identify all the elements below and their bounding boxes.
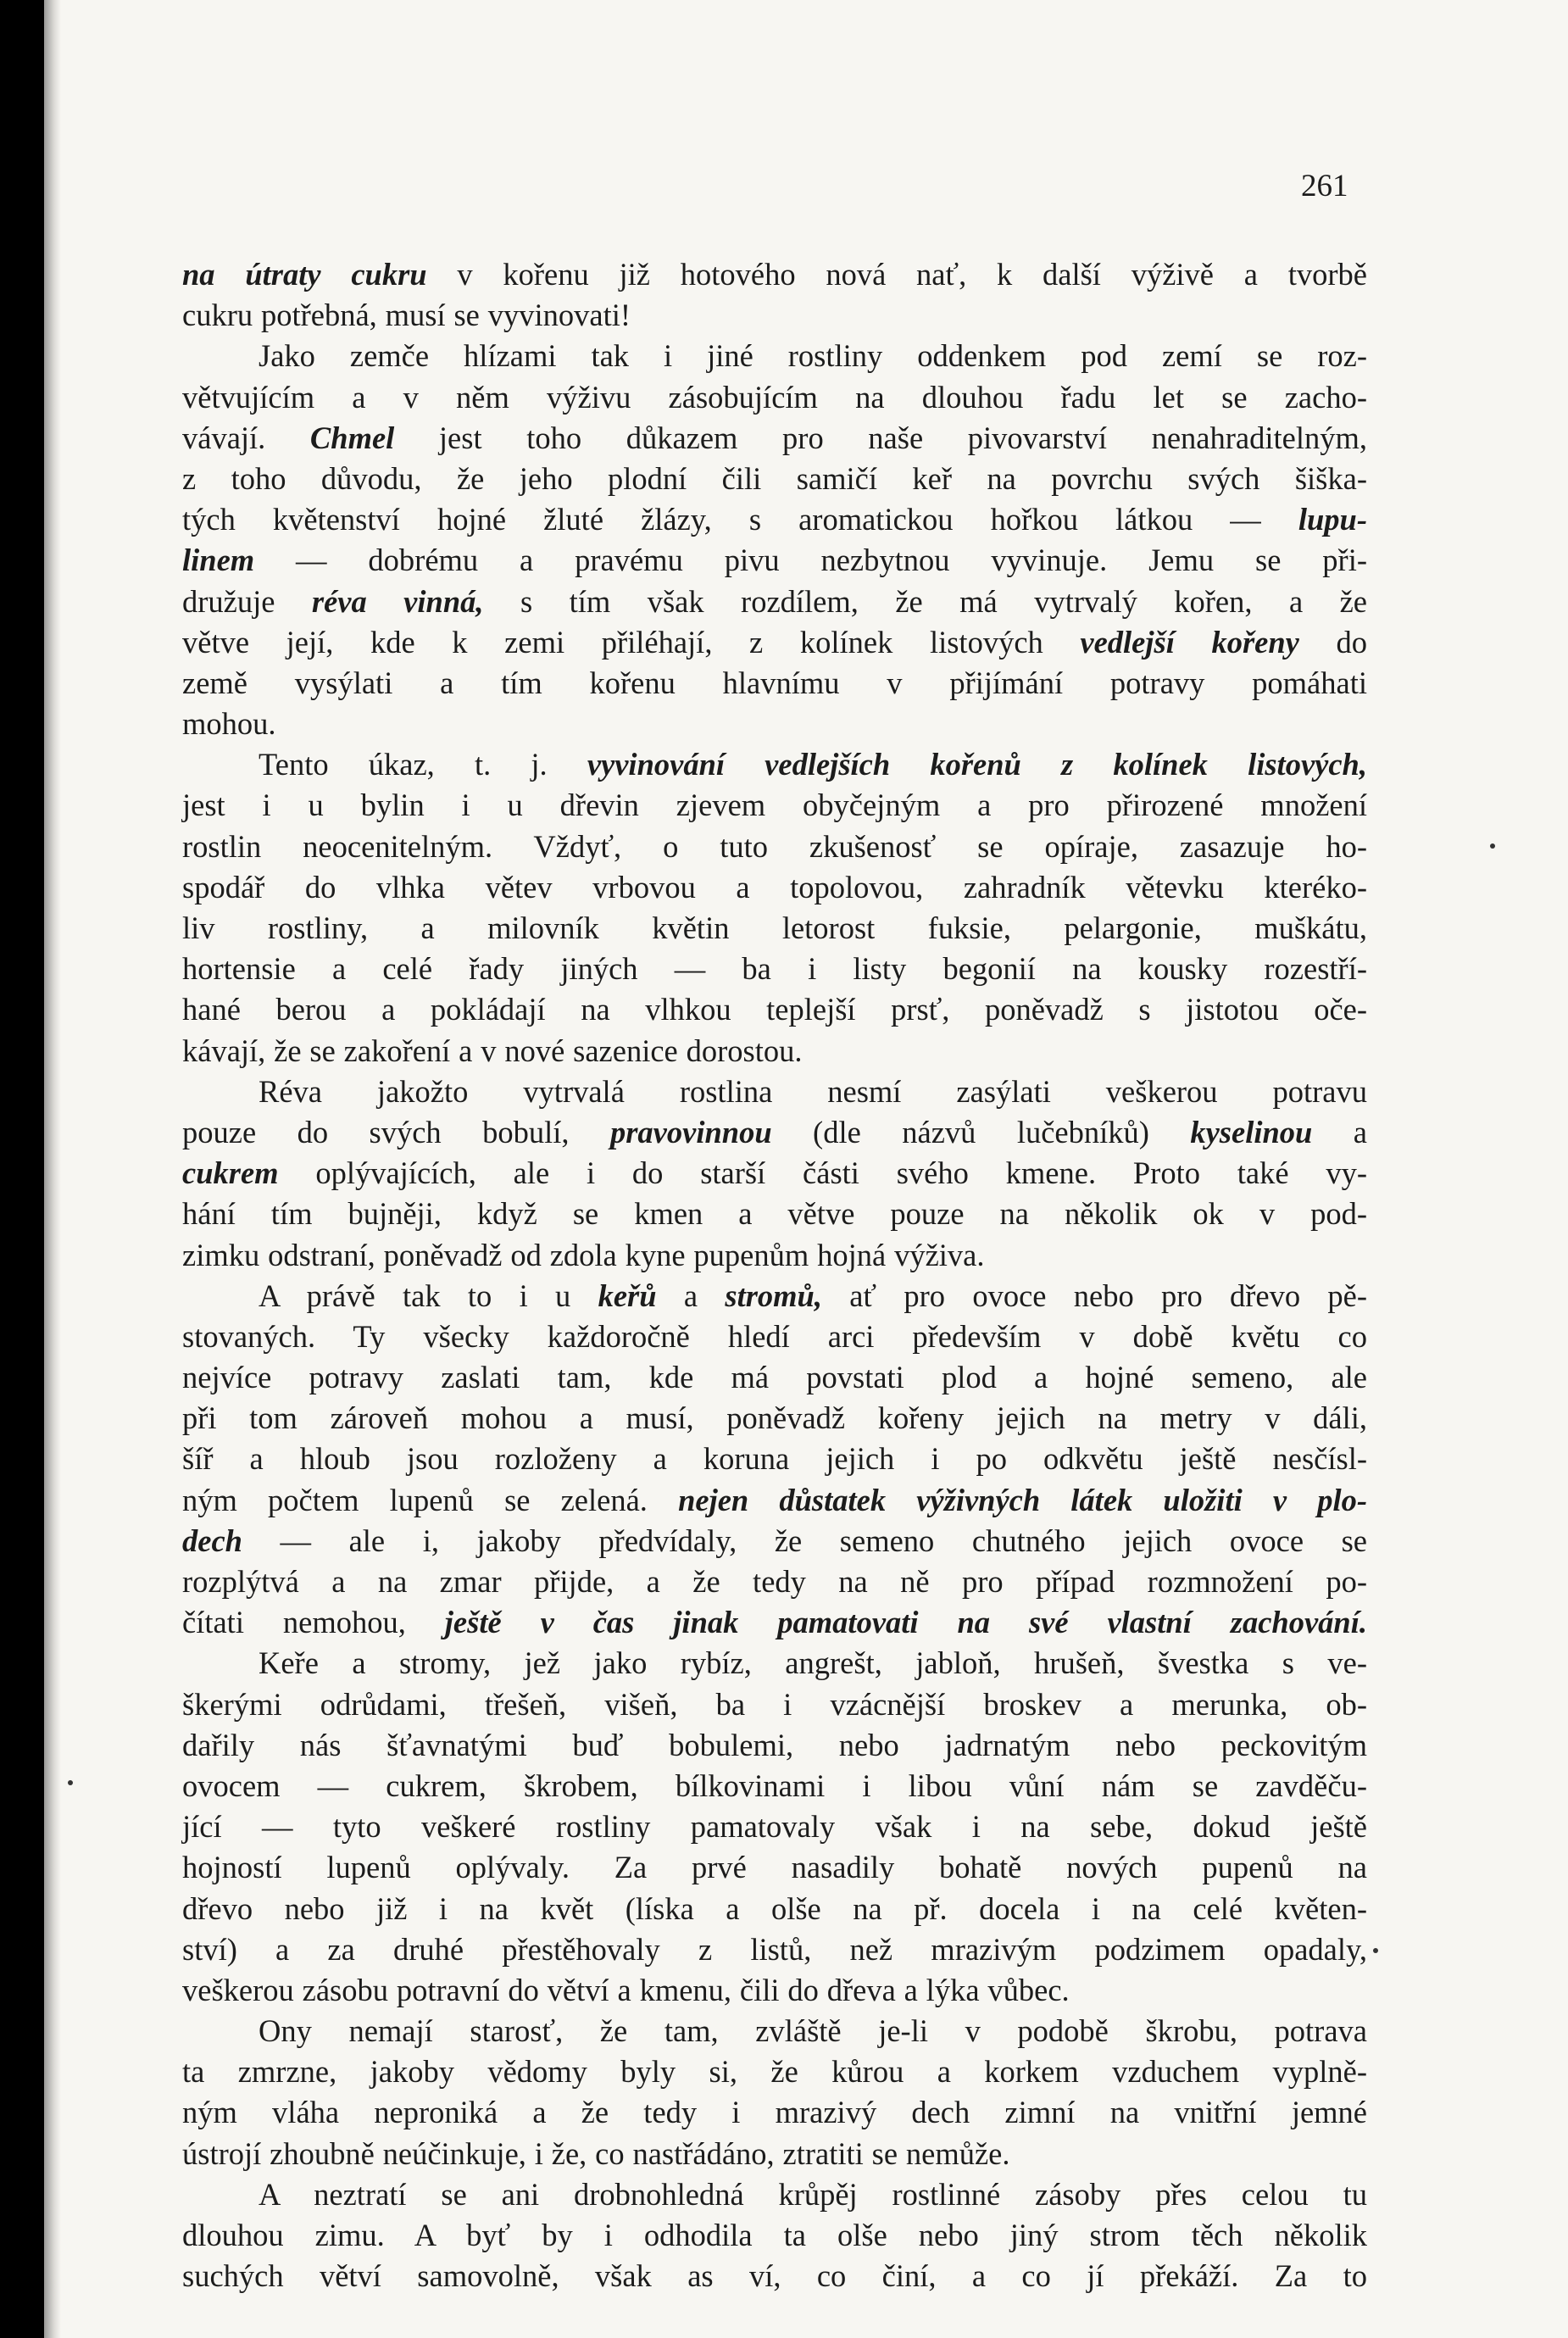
text-line (182, 1725, 1367, 1766)
text-line (182, 622, 1367, 663)
text-segment: z toho důvodu, že jeho plodní čili samičí keř na povrchu svých šiška- (182, 460, 1367, 496)
emphasized-text: lupu- (1298, 502, 1367, 537)
text-segment: (dle názvů lučebníků) (771, 1114, 1191, 1150)
text-segment: nejvíce potravy zaslati tam, kde má povstati plod a hojné semeno, ale (182, 1360, 1367, 1395)
text-segment: v kořenu již hotového nová nať, k další výživě a tvorbě (426, 257, 1367, 292)
text-line (182, 540, 1367, 581)
text-line (182, 2174, 1367, 2215)
text-segment: při tom zároveň mohou a musí, poněvadž kořeny jejich na metry v dáli, (182, 1400, 1367, 1436)
text-segment: ství) a za druhé přestěhovaly z listů, než mrazivým podzimem opadaly, (182, 1931, 1367, 1967)
margin-mark (68, 1780, 73, 1785)
text-line (182, 1317, 1367, 1357)
text-line (182, 1235, 1367, 1276)
text-line (182, 1889, 1367, 1929)
text-segment: rozplýtvá a na zmar přijde, a že tedy na ně pro případ rozmnožení po- (182, 1564, 1367, 1599)
text-segment: tých květenství hojné žluté žlázy, s aromatickou hořkou látkou — (182, 502, 1298, 537)
body-text (182, 254, 1367, 2296)
text-line (182, 949, 1367, 989)
text-line (182, 1153, 1367, 1194)
text-segment: čítati nemohou, (182, 1605, 445, 1640)
text-line (182, 1031, 1367, 1072)
text-segment: rostlin neocenitelným. Vždyť, o tuto zkušenosť se opíraje, zasazuje ho- (182, 828, 1367, 864)
text-segment: ným vláha neproniká a že tedy i mrazivý dech zimní na vnitřní jemné (182, 2095, 1367, 2130)
text-line (182, 1439, 1367, 1479)
text-segment: země vysýlati a tím kořenu hlavnímu v přijímání potravy pomáhati (182, 665, 1367, 700)
text-segment: škerými odrůdami, třešeň, višeň, ba i vzácnější broskev a merunka, ob- (182, 1686, 1367, 1722)
text-line (182, 2134, 1367, 2174)
text-segment: — dobrému a pravému pivu nezbytnou vyvinuje. Jemu se při- (254, 543, 1367, 578)
text-segment: cukru potřebná, musí se vyvinovati! (182, 298, 631, 333)
text-segment: Tento úkaz, t. j. (259, 747, 587, 782)
text-line (182, 1521, 1367, 1561)
text-line (182, 867, 1367, 908)
emphasized-text: vedlejší kořeny (1080, 624, 1299, 660)
text-line (182, 1970, 1367, 2011)
text-line (182, 908, 1367, 949)
text-segment: kávají, že se zakoření a v nové sazenice dorostou. (182, 1033, 803, 1068)
emphasized-text: dech (182, 1522, 242, 1558)
text-line (182, 2011, 1367, 2051)
text-segment: dařily nás šťavnatými buď bobulemi, nebo jadrnatým nebo peckovitým (182, 1727, 1367, 1762)
text-line (182, 1561, 1367, 1602)
text-line (182, 785, 1367, 826)
emphasized-text: keřů (598, 1278, 657, 1313)
text-line (182, 827, 1367, 867)
text-segment: dřevo nebo již i na květ (líska a olše na př. docela i na celé květen- (182, 1890, 1367, 1926)
text-segment: do (1298, 624, 1367, 660)
emphasized-text: pravovinnou (609, 1114, 772, 1150)
text-segment: spodář do vlhka větev vrbovou a topolovou, zahradník větevku kteréko- (182, 869, 1367, 905)
text-segment: a (1312, 1114, 1367, 1150)
text-line (182, 1643, 1367, 1684)
text-segment: ať pro ovoce nebo pro dřevo pě- (821, 1278, 1367, 1313)
text-line (182, 2215, 1367, 2256)
text-line (182, 2092, 1367, 2133)
text-line (182, 663, 1367, 704)
text-line (182, 254, 1367, 295)
text-line (182, 1072, 1367, 1112)
text-segment: větvujícím a v něm výživu zásobujícím na dlouhou řadu let se zacho- (182, 379, 1367, 415)
text-line (182, 1766, 1367, 1806)
emphasized-text: vyvinování vedlejších kořenů z kolínek listových, (587, 747, 1367, 782)
text-segment: s tím však rozdílem, že má vytrvalý kořen, a že (483, 583, 1367, 619)
emphasized-text: Chmel (309, 420, 395, 455)
text-line (182, 418, 1367, 459)
text-segment: oplývajících, ale i do starší části svého kmene. Proto také vy- (278, 1155, 1367, 1191)
text-line (182, 744, 1367, 785)
emphasized-text: kyselinou (1190, 1114, 1313, 1150)
text-segment: hortensie a celé řady jiných — ba i listy begonií na kousky rozestří- (182, 951, 1367, 987)
text-line (182, 1929, 1367, 1970)
text-segment: jící — tyto veškeré rostliny pamatovaly však i na sebe, dokud ještě (182, 1809, 1367, 1845)
text-line (182, 336, 1367, 376)
emphasized-text: linem (182, 543, 255, 578)
text-segment: — ale i, jakoby předvídaly, že semeno chutného jejich ovoce se (242, 1522, 1367, 1558)
text-line (182, 1194, 1367, 1234)
text-line (182, 459, 1367, 499)
text-segment: ta zmrzne, jakoby vědomy byly si, že kůrou a korkem vzduchem vyplně- (182, 2054, 1367, 2090)
margin-mark (1373, 1948, 1378, 1953)
text-segment: větve její, kde k zemi přiléhají, z kolínek listových (182, 624, 1081, 660)
text-line (182, 2256, 1367, 2296)
text-segment: pouze do svých bobulí, (182, 1114, 610, 1150)
text-segment: stovaných. Ty všecky každoročně hledí arci především v době květu co (182, 1318, 1367, 1354)
text-segment: A právě tak to i u (259, 1278, 598, 1313)
text-line (182, 1480, 1367, 1521)
emphasized-text: réva vinná, (311, 583, 484, 619)
text-line (182, 1357, 1367, 1398)
text-line (182, 1276, 1367, 1317)
emphasized-text: cukrem (182, 1155, 279, 1191)
text-segment: Ony nemají starosť, že tam, zvláště je-li v podobě škrobu, potrava (259, 2013, 1367, 2049)
text-segment: šíř a hloub jsou rozloženy a koruna jejich i po odkvětu ještě nesčísl- (182, 1441, 1367, 1477)
emphasized-text: na útraty cukru (182, 257, 427, 292)
text-segment: dlouhou zimu. A byť by i odhodila ta olše nebo jiný strom těch několik (182, 2218, 1367, 2252)
text-line (182, 582, 1367, 622)
text-segment: A neztratí se ani drobnohledná krůpěj rostlinné zásoby přes celou tu (259, 2176, 1367, 2212)
text-segment: zimku odstraní, poněvadž od zdola kyne pupenům hojná výživa. (182, 1237, 985, 1272)
text-segment: veškerou zásobu potravní do větví a kmenu, čili do dřeva a lýka vůbec. (182, 1972, 1070, 2007)
text-line (182, 704, 1367, 744)
text-segment: liv rostliny, a milovník květin letorost fuksie, pelargonie, muškátu, (182, 910, 1367, 945)
text-segment: a (656, 1278, 726, 1313)
margin-mark (1490, 843, 1495, 849)
emphasized-text: nejen důstatek výživných látek uložiti v plo- (678, 1482, 1367, 1517)
page-gutter (44, 0, 61, 2338)
text-segment: hané berou a pokládají na vlhkou teplejší prsť, poněvadž s jistotou oče- (182, 992, 1367, 1027)
text-segment: Réva jakožto vytrvalá rostlina nesmí zasýlati veškerou potravu (259, 1073, 1367, 1109)
text-line (182, 1398, 1367, 1439)
text-line (182, 2051, 1367, 2092)
text-line (182, 499, 1367, 540)
text-segment: družuje (182, 583, 312, 619)
text-segment: ústrojí zhoubně neúčinkuje, i že, co nastřádáno, ztratiti se nemůže. (182, 2135, 1010, 2171)
page-number: 261 (1301, 169, 1348, 203)
text-segment: vávají. (182, 420, 310, 455)
text-segment: ným počtem lupenů se zelená. (182, 1482, 679, 1517)
text-segment: suchých větví samovolně, však as ví, co činí, a co jí překáží. Za to (182, 2258, 1367, 2294)
text-segment: hojností lupenů oplývaly. Za prvé nasadily bohatě nových pupenů na (182, 1850, 1367, 1885)
text-line (182, 295, 1367, 336)
text-segment: jest toho důkazem pro naše pivovarství nenahraditelným, (394, 420, 1367, 455)
text-segment: Jako zemče hlízami tak i jiné rostliny oddenkem pod zemí se roz- (259, 338, 1367, 374)
text-line (182, 1847, 1367, 1888)
emphasized-text: ještě v čas jinak pamatovati na své vlastní zachování. (444, 1605, 1367, 1640)
text-line (182, 1112, 1367, 1153)
text-segment: jest i u bylin i u dřevin zjevem obyčejným a pro přirozené množení (182, 788, 1367, 823)
text-line (182, 377, 1367, 418)
text-line (182, 1602, 1367, 1643)
text-segment: ovocem — cukrem, škrobem, bílkovinami i libou vůní nám se zavděču- (182, 1767, 1367, 1803)
text-segment: hání tím bujněji, když se kmen a větve pouze na několik ok v pod- (182, 1196, 1367, 1232)
text-line (182, 989, 1367, 1030)
text-segment: Keře a stromy, jež jako rybíz, angrešt, jabloň, hrušeň, švestka s ve- (259, 1645, 1367, 1681)
text-segment: mohou. (182, 706, 276, 742)
text-line (182, 1806, 1367, 1847)
text-line (182, 1684, 1367, 1725)
emphasized-text: stromů, (725, 1278, 822, 1313)
